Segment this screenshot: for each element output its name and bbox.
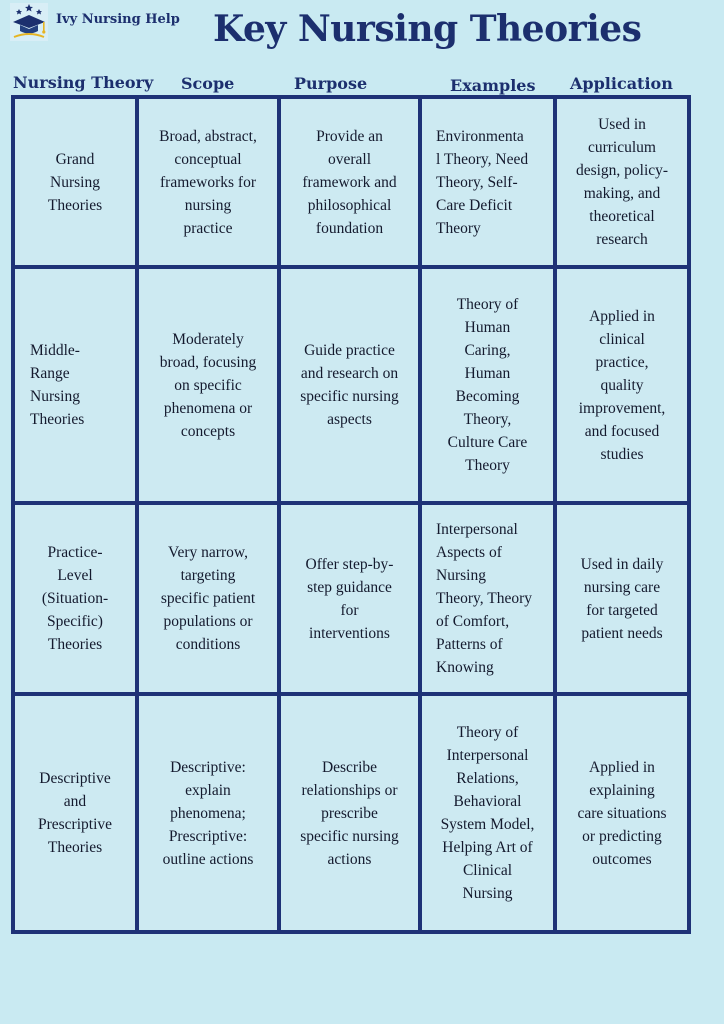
table-cell-theory: Practice- Level (Situation- Specific) Theories [15,505,135,692]
table-cell-application: Applied in clinical practice, quality improvement, and focused studies [557,269,687,501]
table-cell-theory: Grand Nursing Theories [15,99,135,265]
table-cell-examples: Environmenta l Theory, Need Theory, Self- Care Deficit Theory [422,99,553,265]
table-cell-theory: Descriptive and Prescriptive Theories [15,696,135,930]
table-cell-application: Applied in explaining care situations or predicting outcomes [557,696,687,930]
table-cell-purpose: Describe relationships or prescribe specific nursing actions [281,696,418,930]
header-examples: Examples [450,76,536,95]
theories-table [11,95,691,934]
table-cell-theory: Middle- Range Nursing Theories [15,269,135,501]
header-purpose: Purpose [294,74,368,93]
page-title: Key Nursing Theories [213,8,642,50]
header-nursing-theory: Nursing Theory [13,73,154,92]
table-cell-examples: Theory of Interpersonal Relations, Behavioral System Model, Helping Art of Clinical Nursing [422,696,553,930]
table-cell-scope: Descriptive: explain phenomena; Prescriptive: outline actions [139,696,277,930]
table-cell-purpose: Provide an overall framework and philosophical foundation [281,99,418,265]
table-cell-scope: Moderately broad, focusing on specific phenomena or concepts [139,269,277,501]
table-cell-application: Used in curriculum design, policy- making, and theoretical research [557,99,687,265]
table-cell-scope: Very narrow, targeting specific patient populations or conditions [139,505,277,692]
table-cell-examples: Interpersonal Aspects of Nursing Theory, Theory of Comfort, Patterns of Knowing [422,505,553,692]
table-cell-scope: Broad, abstract, conceptual frameworks for nursing practice [139,99,277,265]
table-cell-application: Used in daily nursing care for targeted patient needs [557,505,687,692]
graduation-cap-stars-icon [10,3,48,41]
brand-name: Ivy Nursing Help [56,12,180,27]
header-scope: Scope [181,74,235,93]
header-application: Application [570,74,673,93]
table-cell-examples: Theory of Human Caring, Human Becoming Theory, Culture Care Theory [422,269,553,501]
table-cell-purpose: Offer step-by- step guidance for interventions [281,505,418,692]
table-cell-purpose: Guide practice and research on specific nursing aspects [281,269,418,501]
